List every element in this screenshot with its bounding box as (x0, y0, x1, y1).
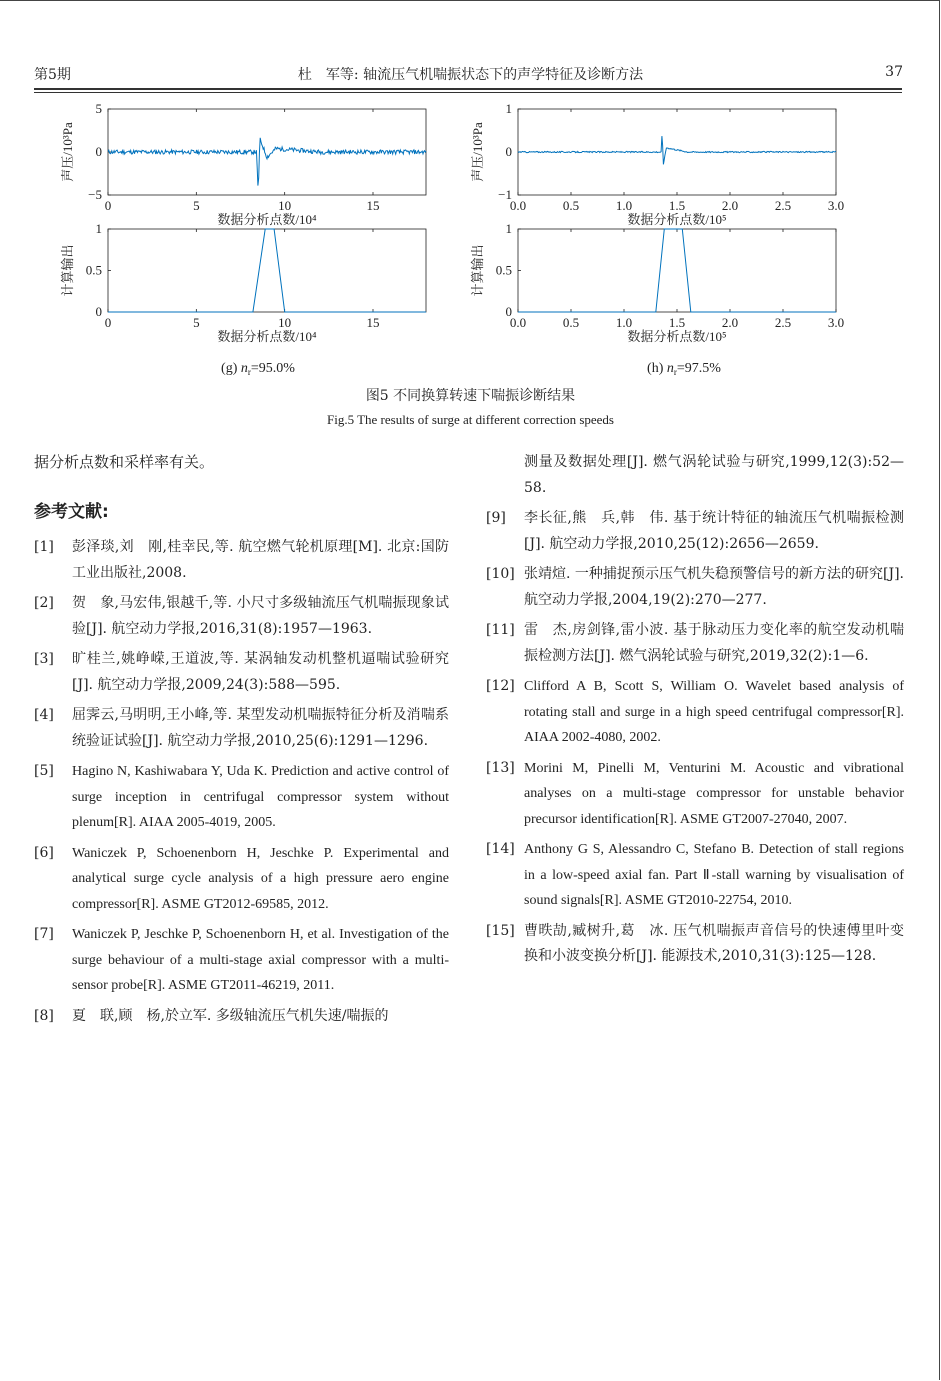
series-line (108, 138, 426, 186)
x-tick-label: 0.5 (562, 315, 580, 330)
x-tick-label: 0 (104, 198, 112, 213)
y-tick-label: 0 (95, 144, 102, 159)
y-axis-label: 声压/10³Pa (470, 122, 485, 182)
reference-number: [11] (486, 622, 515, 638)
reference-item (486, 562, 904, 613)
reference-text: 旷桂兰,姚峥嵘,王道波,等. 某涡轴发动机整机逼喘试验研究[J]. 航空动力学报,2009,24(3):588—595. (72, 651, 449, 693)
x-tick-label: 3.0 (827, 315, 845, 330)
reference-number: [10] (486, 566, 515, 582)
reference-text: 曹昳劼,臧树升,葛 冰. 压气机喘振声音信号的快速傅里叶变换和小波变换分析[J]. 能源技术,2010,31(3):125—128. (524, 922, 904, 964)
y-axis-label: 计算输出 (470, 244, 485, 297)
plot-frame (518, 229, 836, 312)
references-list-left (34, 535, 449, 1029)
x-tick-label: 10 (278, 198, 292, 213)
plot-frame (108, 229, 426, 312)
reference-item (486, 674, 904, 751)
y-axis-label: 声压/10³Pa (60, 122, 75, 182)
x-axis-label: 数据分析点数/10⁵ (627, 329, 727, 344)
reference-text: 雷 杰,房剑锋,雷小波. 基于脉动压力变化率的航空发动机喘振检测方法[J]. 燃气涡轮试验与研究,2019,32(2):1—6. (524, 622, 904, 664)
references-list-right (486, 506, 904, 970)
x-tick-label: 10 (278, 315, 292, 330)
left-column (34, 450, 449, 1034)
subfig-label-g: (g) $n_r=95.0\%$ (221, 361, 295, 377)
x-tick-label: 5 (193, 315, 200, 330)
reference-number: [2] (34, 595, 54, 611)
reference-text: Waniczek P, Jeschke P, Schoenenborn H, et al. Investigation of the surge behaviour of a multi-stage axial compressor with a multi-sensor probe[R]. ASME GT2011-46219, 2011. (72, 927, 449, 993)
reference-continuation: 测量及数据处理[J]. 燃气涡轮试验与研究,1999,12(3):52—58. (524, 454, 904, 496)
reference-item (34, 922, 449, 999)
reference-text: 李长征,熊 兵,韩 伟. 基于统计特征的轴流压气机喘振检测[J]. 航空动力学报,2010,25(12):2656—2659. (524, 510, 904, 552)
series-line (518, 229, 836, 312)
body-paragraph: 据分析点数和采样率有关。 (34, 453, 215, 471)
figure-caption-en: Fig.5 The results of surge at different correction speeds (326, 412, 614, 427)
x-tick-label: 0.0 (509, 198, 527, 213)
x-tick-label: 5 (193, 198, 200, 213)
issue-number: 第5期 (34, 67, 71, 83)
x-tick-label: 2.0 (721, 315, 739, 330)
series-line (108, 229, 426, 312)
references-heading: 参考文献: (34, 501, 109, 522)
reference-item (486, 837, 904, 914)
figure-5 (0, 0, 941, 380)
reference-item (486, 756, 904, 833)
reference-item (34, 759, 449, 836)
x-tick-label: 2.5 (774, 198, 792, 213)
reference-text: 屈霁云,马明明,王小峰,等. 某型发动机喘振特征分析及消喘系统验证试验[J]. 航空动力学报,2010,25(6):1291—1296. (72, 707, 449, 749)
reference-number: [4] (34, 707, 54, 723)
x-tick-label: 15 (366, 198, 380, 213)
reference-text: 夏 联,顾 杨,於立军. 多级轴流压气机失速/喘振的 (72, 1007, 389, 1024)
reference-number: [12] (486, 678, 515, 694)
figure-caption-cn: 图5 不同换算转速下喘振诊断结果 (365, 388, 576, 404)
reference-item (34, 591, 449, 642)
y-tick-label: 1 (95, 221, 102, 236)
reference-number: [6] (34, 844, 54, 861)
x-axis-label: 数据分析点数/10⁴ (217, 212, 317, 227)
right-column (486, 450, 904, 975)
x-tick-label: 0.5 (562, 198, 580, 213)
reference-item (486, 919, 904, 970)
reference-item (486, 506, 904, 557)
y-axis-label: 计算输出 (60, 244, 75, 297)
y-tick-label: −1 (498, 187, 512, 202)
series-line (518, 136, 836, 164)
y-tick-label: 0.5 (85, 262, 102, 278)
page-number: 37 (885, 64, 903, 80)
y-tick-label: 1 (505, 101, 512, 116)
x-tick-label: 0 (104, 315, 112, 330)
x-tick-label: 1.5 (668, 198, 686, 213)
reference-text: 彭泽琰,刘 刚,桂幸民,等. 航空燃气轮机原理[M]. 北京:国防工业出版社,2008. (72, 539, 449, 581)
reference-text: Hagino N, Kashiwabara Y, Uda K. Prediction and active control of surge inception in centrifugal compressor system without plenum[R]. AIAA 2005-4019, 2005. (72, 764, 449, 830)
x-tick-label: 2.5 (774, 315, 792, 330)
running-title: 杜 军等: 轴流压气机喘振状态下的声学特征及诊断方法 (297, 67, 644, 83)
reference-item (34, 535, 449, 586)
subfig-label-h: (h) $n_r=97.5\%$ (647, 361, 721, 377)
reference-number: [14] (486, 841, 515, 857)
y-tick-label: 0.5 (495, 262, 512, 278)
reference-text: Clifford A B, Scott S, William O. Wavelet based analysis of rotating stall and surge in a high speed centrifugal compressor[R]. AIAA 2002-4080, 2002. (524, 679, 904, 745)
reference-number: [13] (486, 759, 515, 776)
x-tick-label: 2.0 (721, 198, 739, 213)
x-tick-label: 1.5 (668, 315, 686, 330)
y-tick-label: 1 (505, 221, 512, 236)
reference-item (486, 618, 904, 669)
reference-item (34, 647, 449, 698)
y-tick-label: 0 (505, 144, 512, 159)
y-tick-label: −5 (88, 187, 102, 202)
reference-number: [15] (486, 922, 515, 939)
x-tick-label: 3.0 (827, 198, 845, 213)
reference-number: [3] (34, 651, 54, 667)
x-tick-label: 1.0 (615, 198, 633, 213)
x-tick-label: 15 (366, 315, 380, 330)
reference-text: Anthony G S, Alessandro C, Stefano B. Detection of stall regions in a low-speed axial fan. Part Ⅱ-stall warning by visualisation of sound signals[R]. ASME GT2010-22754, 2010. (524, 842, 904, 908)
y-tick-label: 0 (505, 304, 512, 319)
x-axis-label: 数据分析点数/10⁵ (627, 212, 727, 227)
reference-text: 张靖煊. 一种捕捉预示压气机失稳预警信号的新方法的研究[J]. 航空动力学报,2004,19(2):270—277. (524, 566, 904, 608)
reference-number: [8] (34, 1007, 54, 1024)
x-axis-label: 数据分析点数/10⁴ (217, 329, 317, 344)
reference-number: [1] (34, 539, 54, 555)
reference-text: Waniczek P, Schoenenborn H, Jeschke P. Experimental and analytical surge cycle analysis of a high pressure aero engine compressor[R]. ASME GT2012-69585, 2012. (72, 845, 449, 912)
reference-item (34, 703, 449, 754)
y-tick-label: 5 (95, 101, 102, 116)
reference-number: [5] (34, 763, 54, 779)
x-tick-label: 1.0 (615, 315, 633, 330)
reference-item (34, 1004, 449, 1030)
y-tick-label: 0 (95, 304, 102, 319)
reference-item (34, 841, 449, 918)
reference-number: [7] (34, 926, 54, 942)
reference-number: [9] (486, 510, 506, 526)
x-tick-label: 0.0 (509, 315, 527, 330)
reference-text: Morini M, Pinelli M, Venturini M. Acoustic and vibrational analyses on a multi-stage compressor for unstable behavior precursor identification[R]. ASME GT2007-27040, 2007. (524, 760, 904, 827)
reference-text: 贺 象,马宏伟,银越千,等. 小尺寸多级轴流压气机喘振现象试验[J]. 航空动力学报,2016,31(8):1957—1963. (72, 595, 449, 637)
